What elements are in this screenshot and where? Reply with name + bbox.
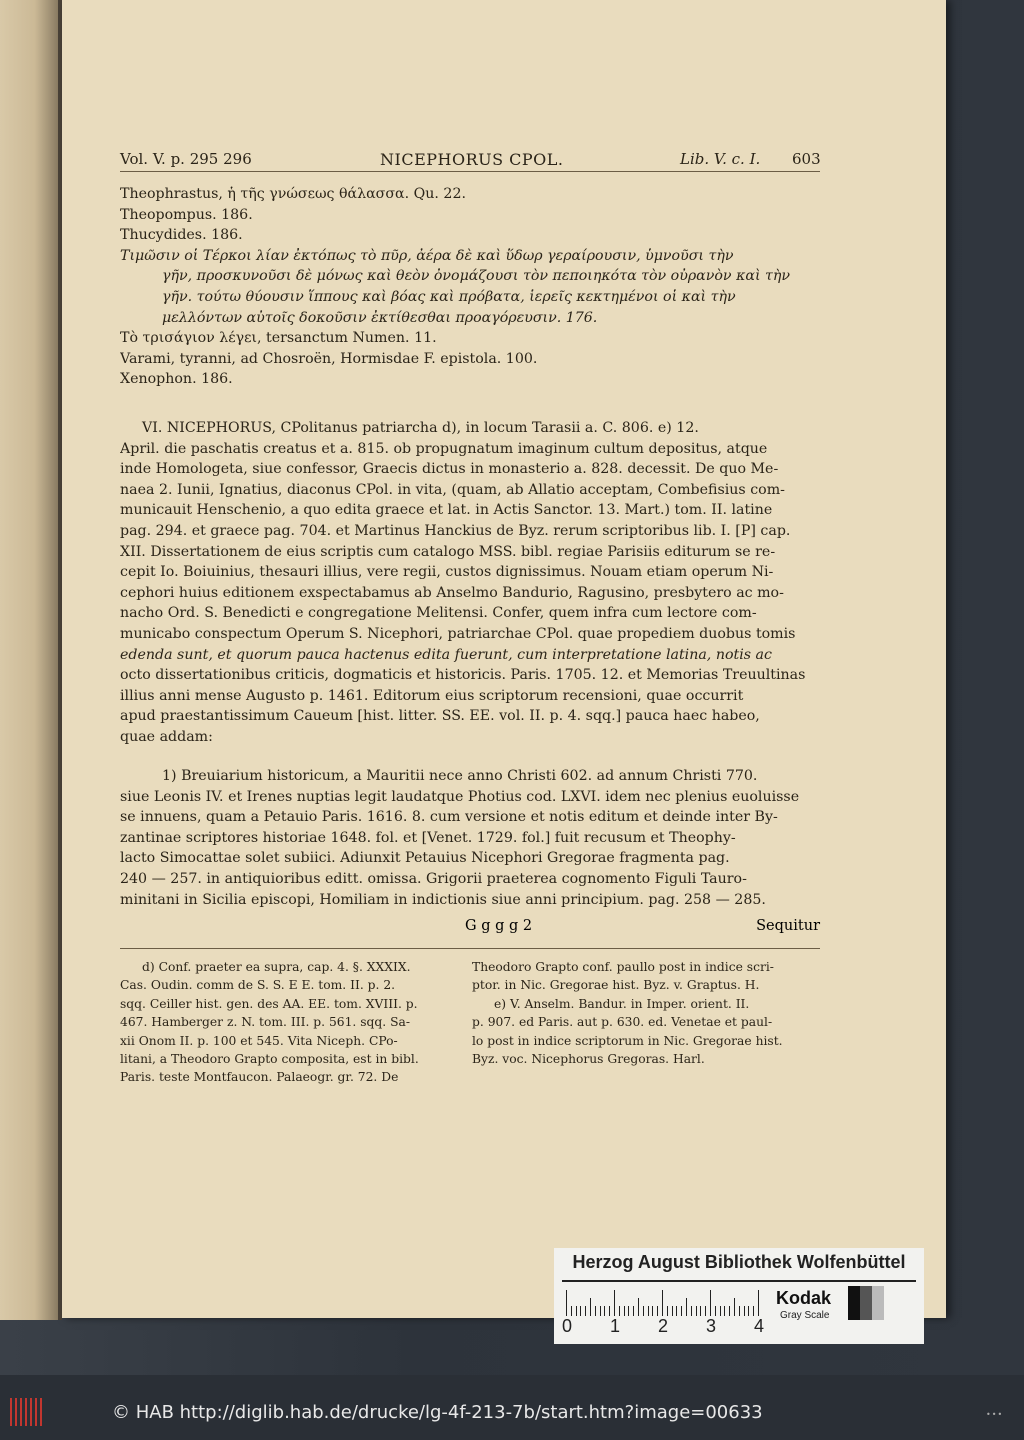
running-header (120, 150, 820, 170)
paragraph-line: se innuens, quam a Petauio Paris. 1616. 8. cum versione et notis editum et deinde inter By- (120, 809, 778, 826)
footnote-line: lo post in indice scriptorum in Nic. Gregorae hist. (472, 1033, 783, 1048)
ruler-tick (734, 1298, 735, 1316)
ruler-tick (652, 1306, 653, 1316)
ruler-tick (609, 1306, 610, 1316)
footnote-line: e) V. Anselm. Bandur. in Imper. orient. II. (494, 996, 750, 1011)
signature-mark: G g g g 2 (465, 918, 533, 934)
footnote-line: ptor. in Nic. Gregorae hist. Byz. v. Graptus. H. (472, 978, 760, 993)
footnote-line: Byz. voc. Nicephorus Gregoras. Harl. (472, 1052, 705, 1067)
ruler-number: 2 (658, 1316, 669, 1336)
header-book-chapter: Lib. V. c. I. (680, 150, 761, 168)
ruler-tick (576, 1306, 577, 1316)
ruler-tick (604, 1306, 605, 1316)
gray-scale-label: Gray Scale (780, 1310, 830, 1321)
paragraph-line: siue Leonis IV. et Irenes nuptias legit laudatque Photius cod. LXVI. idem nec plenius euoluisse (120, 788, 800, 805)
footnote-rule (120, 948, 820, 949)
ruler-tick (739, 1306, 740, 1316)
ruler-numbers (562, 1316, 772, 1340)
ruler-number: 3 (706, 1316, 717, 1336)
item-paragraph (120, 766, 820, 910)
ruler-tick (624, 1306, 625, 1316)
paragraph-line: inde Homologeta, siue confessor, Graecis dictus in monasterio a. 828. decessit. De quo Me- (120, 461, 779, 478)
footnote-line: sqq. Ceiller hist. gen. des AA. EE. tom. XVIII. p. (120, 996, 418, 1011)
greek-quote-line: γῆν, προσκυνοῦσι δὲ μόνως καὶ θεὸν ὀνομάζουσι τὸν πεποιηκότα τὸν οὐρανὸν καὶ τὴν (162, 268, 790, 285)
ruler-tick (715, 1306, 716, 1316)
footnote-line: litani, a Theodoro Grapto composita, est in bibl. (120, 1052, 419, 1067)
paragraph-line: cephori huius editionem exspectabamus ab Anselmo Bandurio, Ragusino, presbytero ac mo- (120, 584, 784, 601)
paragraph-line: illius anni mense Augusto p. 1461. Editorum eius scriptorum recensioni, quae occurrit (120, 687, 744, 704)
paragraph-line: minitani in Sicilia episcopi, Homiliam in indictionis siue anni principium. pag. 258 — 285. (120, 891, 766, 908)
facing-page-edge (0, 0, 58, 1320)
footnote-line: Cas. Oudin. comm de S. S. E E. tom. II. p. 2. (120, 978, 396, 993)
ruler-tick (705, 1306, 706, 1316)
ruler-tick (681, 1306, 682, 1316)
ruler-tick (700, 1306, 701, 1316)
library-name: Herzog August Bibliothek Wolfenbüttel (572, 1252, 906, 1272)
greek-quote-line: μελλόντων αὐτοῖς δοκοῦσιν ἐκτίθεσθαι προαγόρευσιν. 176. (162, 309, 598, 326)
ruler-tick (648, 1306, 649, 1316)
ruler-number: 0 (562, 1316, 573, 1336)
viewer-footer (0, 1388, 1024, 1440)
paragraph-line: naea 2. Iunii, Ignatius, diaconus CPol. in vita, (quam, ab Allatio acceptam, Combefisius com- (120, 481, 785, 498)
paragraph-line: zantinae scriptores historiae 1648. fol. et [Venet. 1729. fol.] fuit recusum et Theophy- (120, 829, 736, 846)
ruler-tick (744, 1306, 745, 1316)
ruler-tick (667, 1306, 668, 1316)
library-color-card (554, 1248, 924, 1344)
ruler-tick (724, 1306, 725, 1316)
ruler-number: 1 (610, 1316, 621, 1336)
paragraph-line: edenda sunt, et quorum pauca hactenus edita fuerunt, cum interpretatione latina, notis ac (120, 646, 772, 663)
paragraph-line: municabo conspectum Operum S. Nicephori, patriarchae CPol. quae propediem duobus tomis (120, 625, 796, 642)
index-entry: Theopompus. 186. (120, 206, 253, 223)
ruler-tick (672, 1306, 673, 1316)
paragraph-line: April. die paschatis creatus et a. 815. ob propugnatum imaginum cultum depositus, atque (120, 440, 768, 457)
paragraph-line: pag. 294. et graece pag. 704. et Martinus Hanckius de Byz. rerum scriptoribus lib. I. [P] cap. (120, 522, 791, 539)
copyright-url[interactable]: © HAB http://diglib.hab.de/drucke/lg-4f-213-7b/start.htm?image=00633 (112, 1402, 763, 1423)
greek-quote-line: Τιμῶσιν οἱ Τέρκοι λίαν ἐκτόπως τὸ πῦρ, ἀέρα δὲ καὶ ὕδωρ γεραίρουσιν, ὑμνοῦσι τὴν (120, 247, 734, 264)
footnote-line: d) Conf. praeter ea supra, cap. 4. §. XXXIX. (142, 960, 411, 974)
ruler-tick (585, 1306, 586, 1316)
page-number: 603 (792, 150, 821, 168)
ruler-tick (571, 1306, 572, 1316)
ruler-tick (580, 1306, 581, 1316)
ruler-tick (638, 1298, 639, 1316)
ruler-tick (619, 1306, 620, 1316)
ruler-tick (566, 1290, 567, 1316)
header-volume-ref: Vol. V. p. 295 296 (120, 150, 252, 168)
paragraph-line: municauit Henschenio, a quo edita graece et lat. in Actis Sanctor. 13. Mart.) tom. II. latine (120, 502, 773, 519)
header-title: NICEPHORUS CPOL. (380, 150, 564, 169)
ruler-tick (758, 1290, 759, 1316)
ruler-tick (710, 1290, 711, 1316)
ruler-number: 4 (754, 1316, 765, 1336)
paragraph-line: apud praestantissimum Caueum [hist. litter. SS. EE. vol. II. p. 4. sqq.] pauca haec habeo, (120, 708, 760, 725)
gray-swatch-light (872, 1286, 884, 1320)
header-rule (120, 171, 820, 172)
ruler-tick (590, 1298, 591, 1316)
measurement-ruler (566, 1288, 764, 1316)
card-rule (562, 1280, 916, 1282)
ruler-tick (657, 1306, 658, 1316)
ruler-tick (748, 1306, 749, 1316)
hab-logo-icon (10, 1398, 42, 1426)
index-entry: Varami, tyranni, ad Chosroën, Hormisdae F. epistola. 100. (120, 350, 538, 367)
index-entries (120, 184, 820, 390)
signature-row (120, 918, 820, 938)
more-options-icon[interactable]: ••• (986, 1410, 1004, 1419)
footnotes-right-column (472, 958, 812, 1068)
ruler-tick (676, 1306, 677, 1316)
paragraph-line: lacto Simocattae solet subiici. Adiunxit Petauius Nicephori Gregorae fragmenta pag. (120, 850, 730, 867)
index-entry: Xenophon. 186. (120, 371, 233, 388)
ruler-tick (696, 1306, 697, 1316)
paragraph-line: cepit Io. Boiuinius, thesauri illius, vere regii, custos dignissimus. Nouam etiam operum Ni- (120, 564, 774, 581)
ruler-tick (643, 1306, 644, 1316)
greek-quote-line: γῆν. τούτω θύουσιν ἵππους καὶ βόας καὶ πρόβατα, ἱερεῖς κεκτημένοι οἱ καὶ τὴν (162, 288, 736, 305)
footnote-line: 467. Hamberger z. N. tom. III. p. 561. sqq. Sa- (120, 1015, 411, 1030)
index-entry: Τὸ τρισάγιον λέγει, tersanctum Numen. 11. (120, 330, 437, 347)
ruler-tick (633, 1306, 634, 1316)
ruler-tick (662, 1290, 663, 1316)
paragraph-line: nacho Ord. S. Benedicti e congregatione Melitensi. Confer, quem infra cum lectore com- (120, 605, 757, 622)
ruler-tick (691, 1306, 692, 1316)
ruler-tick (686, 1298, 687, 1316)
paragraph-line: quae addam: (120, 728, 213, 745)
ruler-tick (628, 1306, 629, 1316)
main-paragraph (120, 418, 820, 748)
paragraph-line: XII. Dissertationem de eius scriptis cum catalogo MSS. bibl. regiae Parisiis editurum se re- (120, 543, 776, 560)
paragraph-line: octo dissertationibus criticis, dogmaticis et historicis. Paris. 1705. 12. et Memorias Treuultinas (120, 667, 806, 684)
paragraph-line: 240 — 257. in antiquioribus editt. omissa. Grigorii praeterea cognomento Figuli Tauro- (120, 870, 747, 887)
kodak-logo: Kodak (776, 1288, 832, 1308)
footnote-line: p. 907. ed Paris. aut p. 630. ed. Venetae et paul- (472, 1015, 773, 1030)
footnote-line: Theodoro Grapto conf. paullo post in indice scri- (472, 960, 774, 974)
index-entry: Thucydides. 186. (120, 227, 243, 244)
footnote-line: Paris. teste Montfaucon. Palaeogr. gr. 72. De (120, 1070, 399, 1085)
paragraph-line: 1) Breuiarium historicum, a Mauritii nece anno Christi 602. ad annum Christi 770. (162, 768, 758, 784)
gray-swatch-dark (860, 1286, 872, 1320)
ruler-tick (720, 1306, 721, 1316)
gray-swatch-black (848, 1286, 860, 1320)
index-entry: Theophrastus, ἡ τῆς γνώσεως θάλασσα. Qu. 22. (120, 186, 466, 202)
ruler-tick (595, 1306, 596, 1316)
ruler-tick (753, 1306, 754, 1316)
paragraph-line: VI. NICEPHORUS, CPolitanus patriarcha d), in locum Tarasii a. C. 806. e) 12. (142, 420, 699, 436)
footnotes-left-column (120, 958, 460, 1087)
footnote-line: xii Onom II. p. 100 et 545. Vita Niceph. CPo- (120, 1033, 398, 1048)
ruler-tick (614, 1290, 615, 1316)
ruler-tick (729, 1306, 730, 1316)
catchword: Sequitur (756, 918, 820, 934)
ruler-tick (600, 1306, 601, 1316)
